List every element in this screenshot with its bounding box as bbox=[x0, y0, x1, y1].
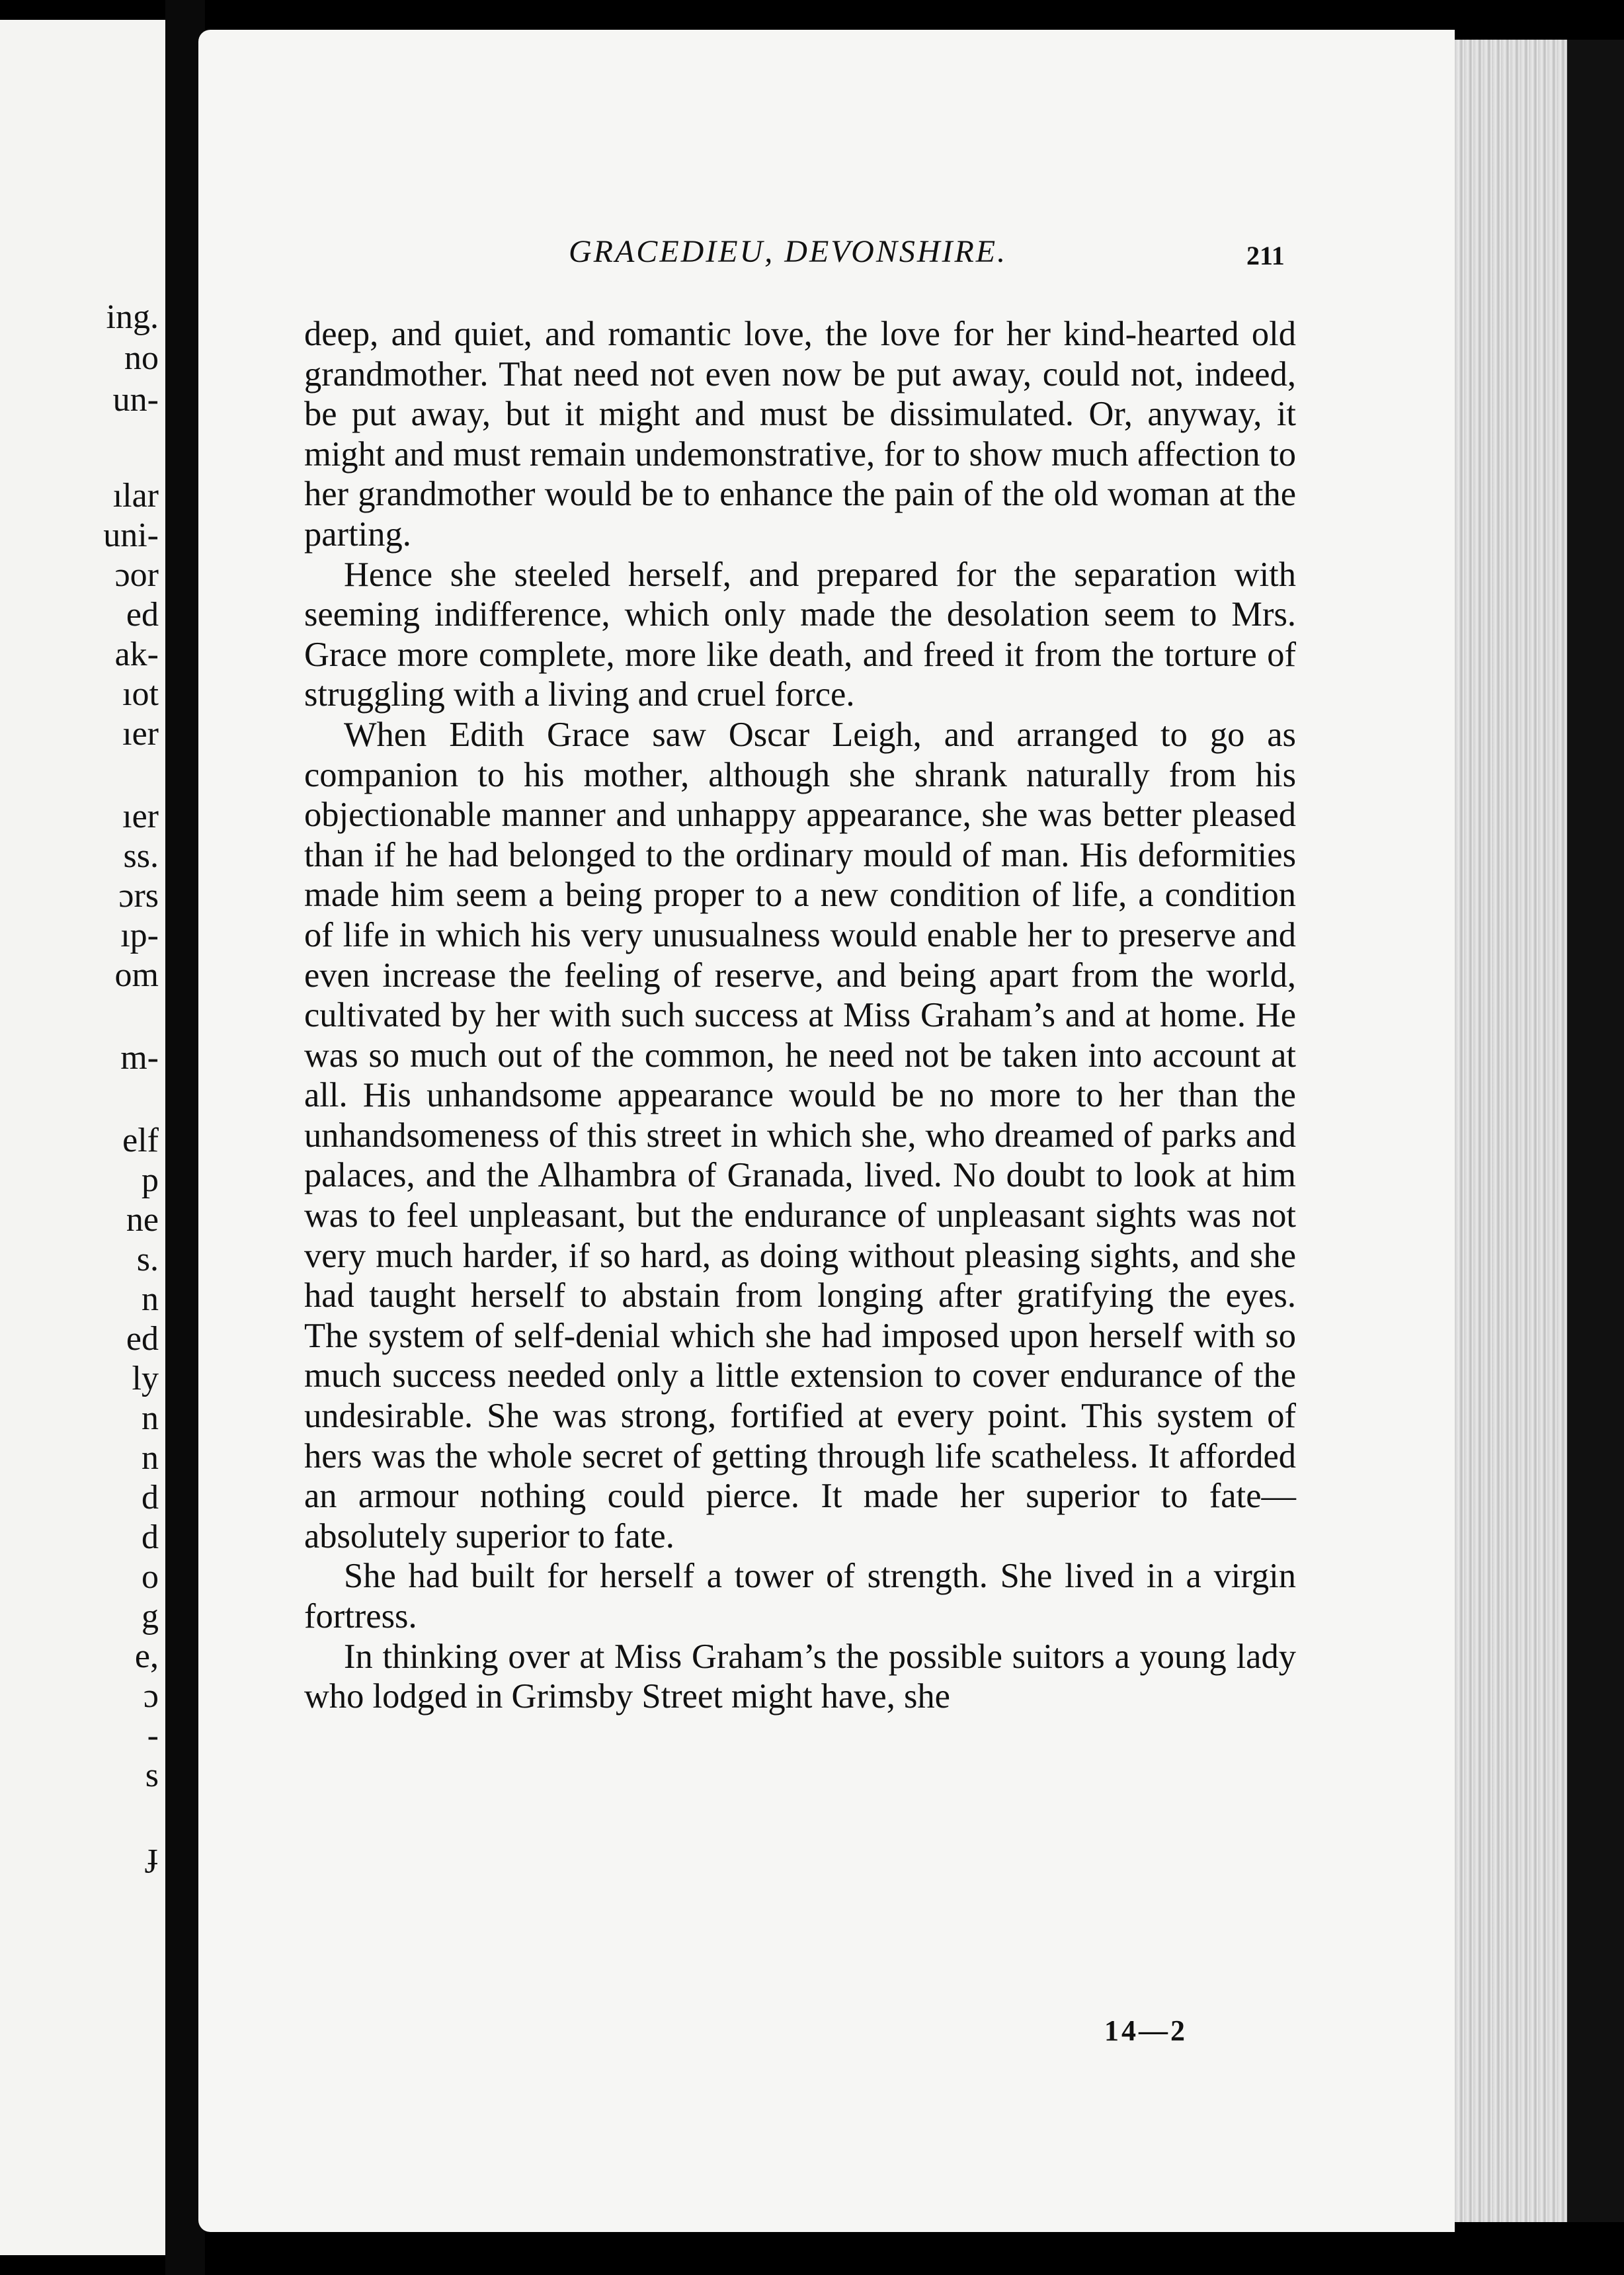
facing-page-fragment: ed bbox=[126, 596, 159, 634]
facing-page-fragment: om bbox=[114, 956, 159, 994]
facing-page-fragment: ne bbox=[126, 1201, 159, 1239]
facing-page-fragment: - bbox=[147, 1717, 159, 1755]
facing-page-left bbox=[0, 20, 169, 2255]
facing-page-fragment: ıer bbox=[122, 715, 159, 753]
facing-page-fragment: ly bbox=[132, 1360, 159, 1397]
facing-page-fragment: p bbox=[142, 1161, 159, 1199]
facing-page-fragment: ɔrs bbox=[118, 877, 159, 915]
facing-page-fragment: no bbox=[124, 339, 159, 377]
facing-page-fragment: elf bbox=[122, 1122, 159, 1159]
paragraph: deep, and quiet, and romantic love, the love for her kind-hearted old grandmother. That need not even now be put away, could not, indeed, be put away, but it might and must be dissimulated. Or, anyway, it might and must remain undemonstrative, for to show much affection to her grandmother would be to enhance the pain of the old woman at the parting. bbox=[304, 315, 1296, 554]
paragraph: When Edith Grace saw Oscar Leigh, and arranged to go as companion to his mother, although she shrank naturally from his objectionable manner and unhappy appearance, she was better pleased than if he had belonged to the ordinary mould of man. His deformities made him seem a being proper to a new condition of life, a condition of life in which his very unusualness would enable her to preserve and even increase the feeling of reserve, and being apart from the world, cultivated by her with such success at Miss Graham’s and at home. He was so much out of the common, he need not be taken into account at all. His unhandsome appearance would be no more to her than the unhandsomeness of this street in which she, who dreamed of parks and palaces, and the Alhambra of Granada, lived. No doubt to look at him was to feel unpleasant, but the endurance of unpleasant sights was not very much harder, if so hard, as doing without pleasing sights, and she had taught herself to abstain from longing after gratifying the eyes. The system of self-denial which she had imposed upon herself with so much success needed only a little extension to cover endurance of the undesirable. She was strong, fortified at every point. This system of hers was the whole secret of getting through life scatheless. It afforded an armour nothing could pierce. It made her superior to fate—absolutely superior to fate. bbox=[304, 715, 1296, 1555]
facing-page-fragment: g bbox=[142, 1598, 159, 1635]
facing-page-fragment: ıer bbox=[122, 798, 159, 835]
facing-page-fragment: d bbox=[142, 1518, 159, 1556]
facing-page-fragment: ss. bbox=[123, 837, 159, 875]
facing-page-fragment: ɟ bbox=[147, 1836, 159, 1874]
running-head: GRACEDIEU, DEVONSHIRE. bbox=[569, 234, 1008, 269]
paragraph: She had built for herself a tower of strength. She lived in a virgin fortress. bbox=[304, 1557, 1296, 1635]
book-page bbox=[198, 30, 1455, 2232]
paragraph: In thinking over at Miss Graham’s the possible suitors a young lady who lodged in Grimsby Street might have, she bbox=[304, 1637, 1296, 1716]
facing-page-fragment: uni- bbox=[103, 517, 159, 554]
facing-page-fragment: ɔ bbox=[143, 1677, 159, 1715]
facing-page-fragment: ing. bbox=[106, 298, 159, 336]
book-edge-shadow bbox=[1567, 40, 1624, 2222]
facing-page-fragment: un- bbox=[112, 381, 159, 419]
facing-page-fragment: e, bbox=[134, 1637, 159, 1675]
facing-page-fragment: ɔor bbox=[114, 556, 159, 594]
facing-page-fragment: n bbox=[142, 1439, 159, 1477]
page-edges bbox=[1455, 40, 1567, 2222]
paragraph: Hence she steeled herself, and prepared for the separation with seeming indifference, which only made the desolation seem to Mrs. Grace more complete, more like death, and freed it from the torture of struggling with a living and cruel force. bbox=[304, 555, 1296, 714]
facing-page-fragment: m- bbox=[120, 1039, 159, 1077]
facing-page-fragment: n bbox=[142, 1399, 159, 1437]
facing-page-fragment: ak- bbox=[114, 636, 159, 673]
facing-page-fragment: ıp- bbox=[120, 917, 159, 954]
facing-page-fragment: s. bbox=[136, 1241, 159, 1278]
page-body bbox=[304, 314, 1296, 1717]
facing-page-fragment: d bbox=[142, 1479, 159, 1516]
page-number: 211 bbox=[1246, 241, 1285, 270]
facing-page-fragment: ed bbox=[126, 1320, 159, 1358]
facing-page-fragment: o bbox=[142, 1558, 159, 1596]
facing-page-fragment: ıot bbox=[122, 675, 159, 713]
facing-page-fragment: n bbox=[142, 1280, 159, 1318]
facing-page-fragment: ılar bbox=[112, 477, 159, 515]
signature-mark: 14—2 bbox=[1104, 2014, 1188, 2047]
facing-page-fragment: s bbox=[145, 1757, 159, 1794]
page-header bbox=[198, 228, 1455, 281]
